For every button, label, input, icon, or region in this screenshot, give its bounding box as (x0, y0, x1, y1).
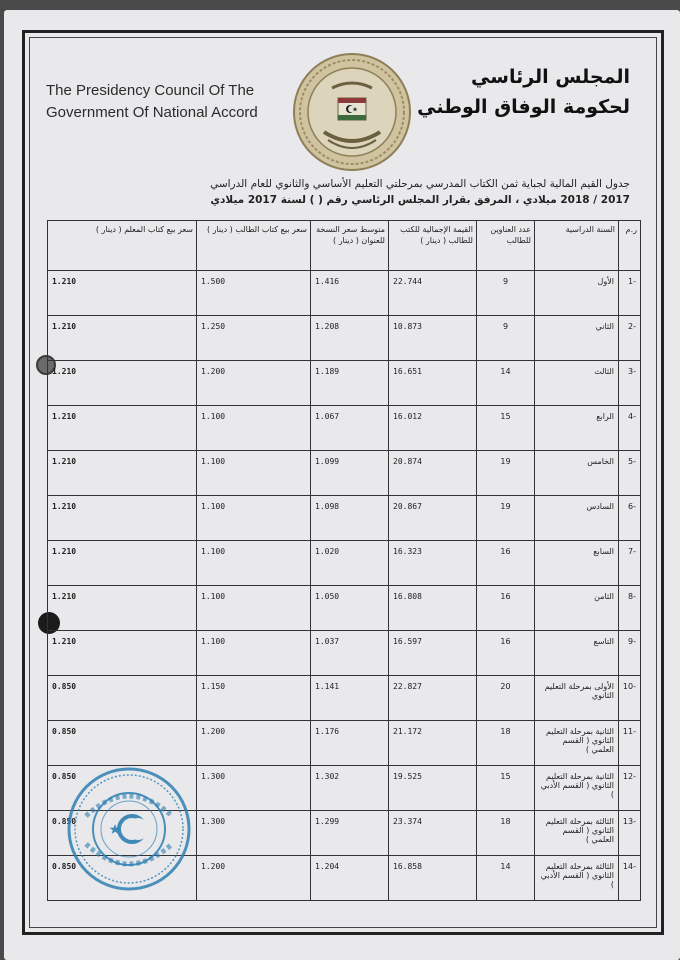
row-num: -12 (619, 766, 641, 811)
emblem-seal-icon (292, 52, 412, 172)
row-count: 16 (477, 586, 535, 631)
row-avg: 1.208 (311, 316, 389, 361)
arabic-letterhead (417, 62, 630, 122)
row-grade: الأولى بمرحلة التعليم الثانوي (535, 676, 619, 721)
row-avg: 1.098 (311, 496, 389, 541)
row-grade: الثانية بمرحلة التعليم الثانوي ( القسم الأدبي ) (535, 766, 619, 811)
row-num: -2 (619, 316, 641, 361)
row-student-price: 1.300 (197, 766, 311, 811)
row-grade: الثالث (535, 361, 619, 406)
row-num: -6 (619, 496, 641, 541)
row-num: -13 (619, 811, 641, 856)
table-row (48, 586, 641, 631)
table-row (48, 496, 641, 541)
row-teacher-price: 1.210 (48, 451, 197, 496)
row-avg: 1.050 (311, 586, 389, 631)
row-grade: الخامس (535, 451, 619, 496)
header-grade: السنة الدراسية (535, 221, 619, 271)
header-teacher-price: سعر بيع كتاب المعلم ( دينار ) (48, 221, 197, 271)
row-count: 18 (477, 811, 535, 856)
row-teacher-price: 0.850 (48, 721, 197, 766)
row-teacher-price: 0.850 (48, 676, 197, 721)
row-student-price: 1.100 (197, 541, 311, 586)
row-grade: السادس (535, 496, 619, 541)
header-total: القيمة الإجمالية للكتب للطالب ( دينار ) (389, 221, 477, 271)
row-count: 15 (477, 406, 535, 451)
row-count: 19 (477, 496, 535, 541)
row-num: -9 (619, 631, 641, 676)
row-count: 14 (477, 856, 535, 901)
row-count: 9 (477, 316, 535, 361)
row-num: -4 (619, 406, 641, 451)
row-student-price: 1.500 (197, 271, 311, 316)
row-num: -11 (619, 721, 641, 766)
row-student-price: 1.100 (197, 586, 311, 631)
caption-line: جدول القيم المالية لجباية ثمن الكتاب المدرسي بمرحلتي التعليم الأساسي والثانوي للعام الدراسي (210, 178, 630, 190)
row-teacher-price: 0.850 (48, 856, 197, 901)
table-row (48, 451, 641, 496)
header-student-price: سعر بيع كتاب الطالب ( دينار ) (197, 221, 311, 271)
english-title-line: The Presidency Council Of The (46, 82, 255, 99)
table-row (48, 631, 641, 676)
row-student-price: 1.100 (197, 451, 311, 496)
row-total: 16.808 (389, 586, 477, 631)
row-count: 19 (477, 451, 535, 496)
row-num: -8 (619, 586, 641, 631)
table-header-row (48, 221, 641, 271)
table-row (48, 316, 641, 361)
row-avg: 1.099 (311, 451, 389, 496)
arabic-title-line: لحكومة الوفاق الوطني (417, 96, 630, 118)
row-total: 16.012 (389, 406, 477, 451)
caption-line: 2017 / 2018 ميلادي ، المرفق بقرار المجلس الرئاسي رقم ( ) لسنة 2017 ميلادي (210, 194, 630, 206)
row-avg: 1.141 (311, 676, 389, 721)
row-teacher-price: 0.850 (48, 766, 197, 811)
row-grade: الثامن (535, 586, 619, 631)
row-count: 14 (477, 361, 535, 406)
row-teacher-price: 0.850 (48, 811, 197, 856)
row-avg: 1.302 (311, 766, 389, 811)
table-row (48, 721, 641, 766)
header-num: ر.م (619, 221, 641, 271)
row-grade: الرابع (535, 406, 619, 451)
row-teacher-price: 1.210 (48, 406, 197, 451)
row-total: 10.873 (389, 316, 477, 361)
table-row (48, 361, 641, 406)
row-total: 20.874 (389, 451, 477, 496)
row-student-price: 1.200 (197, 721, 311, 766)
english-letterhead (46, 80, 286, 124)
row-total: 22.744 (389, 271, 477, 316)
row-total: 16.323 (389, 541, 477, 586)
row-count: 20 (477, 676, 535, 721)
row-grade: التاسع (535, 631, 619, 676)
official-stamp-icon (66, 766, 192, 892)
row-teacher-price: 1.210 (48, 271, 197, 316)
row-num: -14 (619, 856, 641, 901)
row-student-price: 1.100 (197, 631, 311, 676)
row-total: 19.525 (389, 766, 477, 811)
row-total: 16.597 (389, 631, 477, 676)
row-grade: الثالثة بمرحلة التعليم الثانوي ( القسم الأدبي ) (535, 856, 619, 901)
row-teacher-price: 1.210 (48, 541, 197, 586)
row-count: 9 (477, 271, 535, 316)
row-student-price: 1.200 (197, 361, 311, 406)
row-avg: 1.037 (311, 631, 389, 676)
row-teacher-price: 1.210 (48, 361, 197, 406)
row-num: -10 (619, 676, 641, 721)
row-total: 22.827 (389, 676, 477, 721)
header-count: عدد العناوين للطالب (477, 221, 535, 271)
arabic-title-line: المجلس الرئاسي (471, 66, 630, 88)
row-total: 16.858 (389, 856, 477, 901)
row-student-price: 1.150 (197, 676, 311, 721)
row-teacher-price: 1.210 (48, 586, 197, 631)
english-title-line: Government Of National Accord (46, 104, 258, 121)
row-student-price: 1.300 (197, 811, 311, 856)
table-row (48, 541, 641, 586)
row-avg: 1.416 (311, 271, 389, 316)
row-avg: 1.299 (311, 811, 389, 856)
table-row (48, 406, 641, 451)
row-grade: الثاني (535, 316, 619, 361)
row-num: -5 (619, 451, 641, 496)
row-grade: السابع (535, 541, 619, 586)
table-caption (110, 176, 630, 208)
row-teacher-price: 1.210 (48, 631, 197, 676)
row-teacher-price: 1.210 (48, 496, 197, 541)
row-num: -7 (619, 541, 641, 586)
row-num: -3 (619, 361, 641, 406)
row-count: 15 (477, 766, 535, 811)
row-avg: 1.204 (311, 856, 389, 901)
row-student-price: 1.250 (197, 316, 311, 361)
row-avg: 1.189 (311, 361, 389, 406)
row-student-price: 1.100 (197, 496, 311, 541)
row-count: 18 (477, 721, 535, 766)
row-grade: الثالثة بمرحلة التعليم الثانوي ( القسم العلمي ) (535, 811, 619, 856)
table-row (48, 271, 641, 316)
row-grade: الأول (535, 271, 619, 316)
header-avg: متوسط سعر النسخة للعنوان ( دينار ) (311, 221, 389, 271)
row-grade: الثانية بمرحلة التعليم الثانوي ( القسم العلمي ) (535, 721, 619, 766)
row-avg: 1.067 (311, 406, 389, 451)
row-total: 21.172 (389, 721, 477, 766)
row-num: -1 (619, 271, 641, 316)
row-total: 16.651 (389, 361, 477, 406)
row-total: 20.867 (389, 496, 477, 541)
row-teacher-price: 1.210 (48, 316, 197, 361)
row-student-price: 1.200 (197, 856, 311, 901)
row-total: 23.374 (389, 811, 477, 856)
row-count: 16 (477, 541, 535, 586)
row-avg: 1.176 (311, 721, 389, 766)
table-row (48, 676, 641, 721)
row-count: 16 (477, 631, 535, 676)
row-avg: 1.020 (311, 541, 389, 586)
row-student-price: 1.100 (197, 406, 311, 451)
